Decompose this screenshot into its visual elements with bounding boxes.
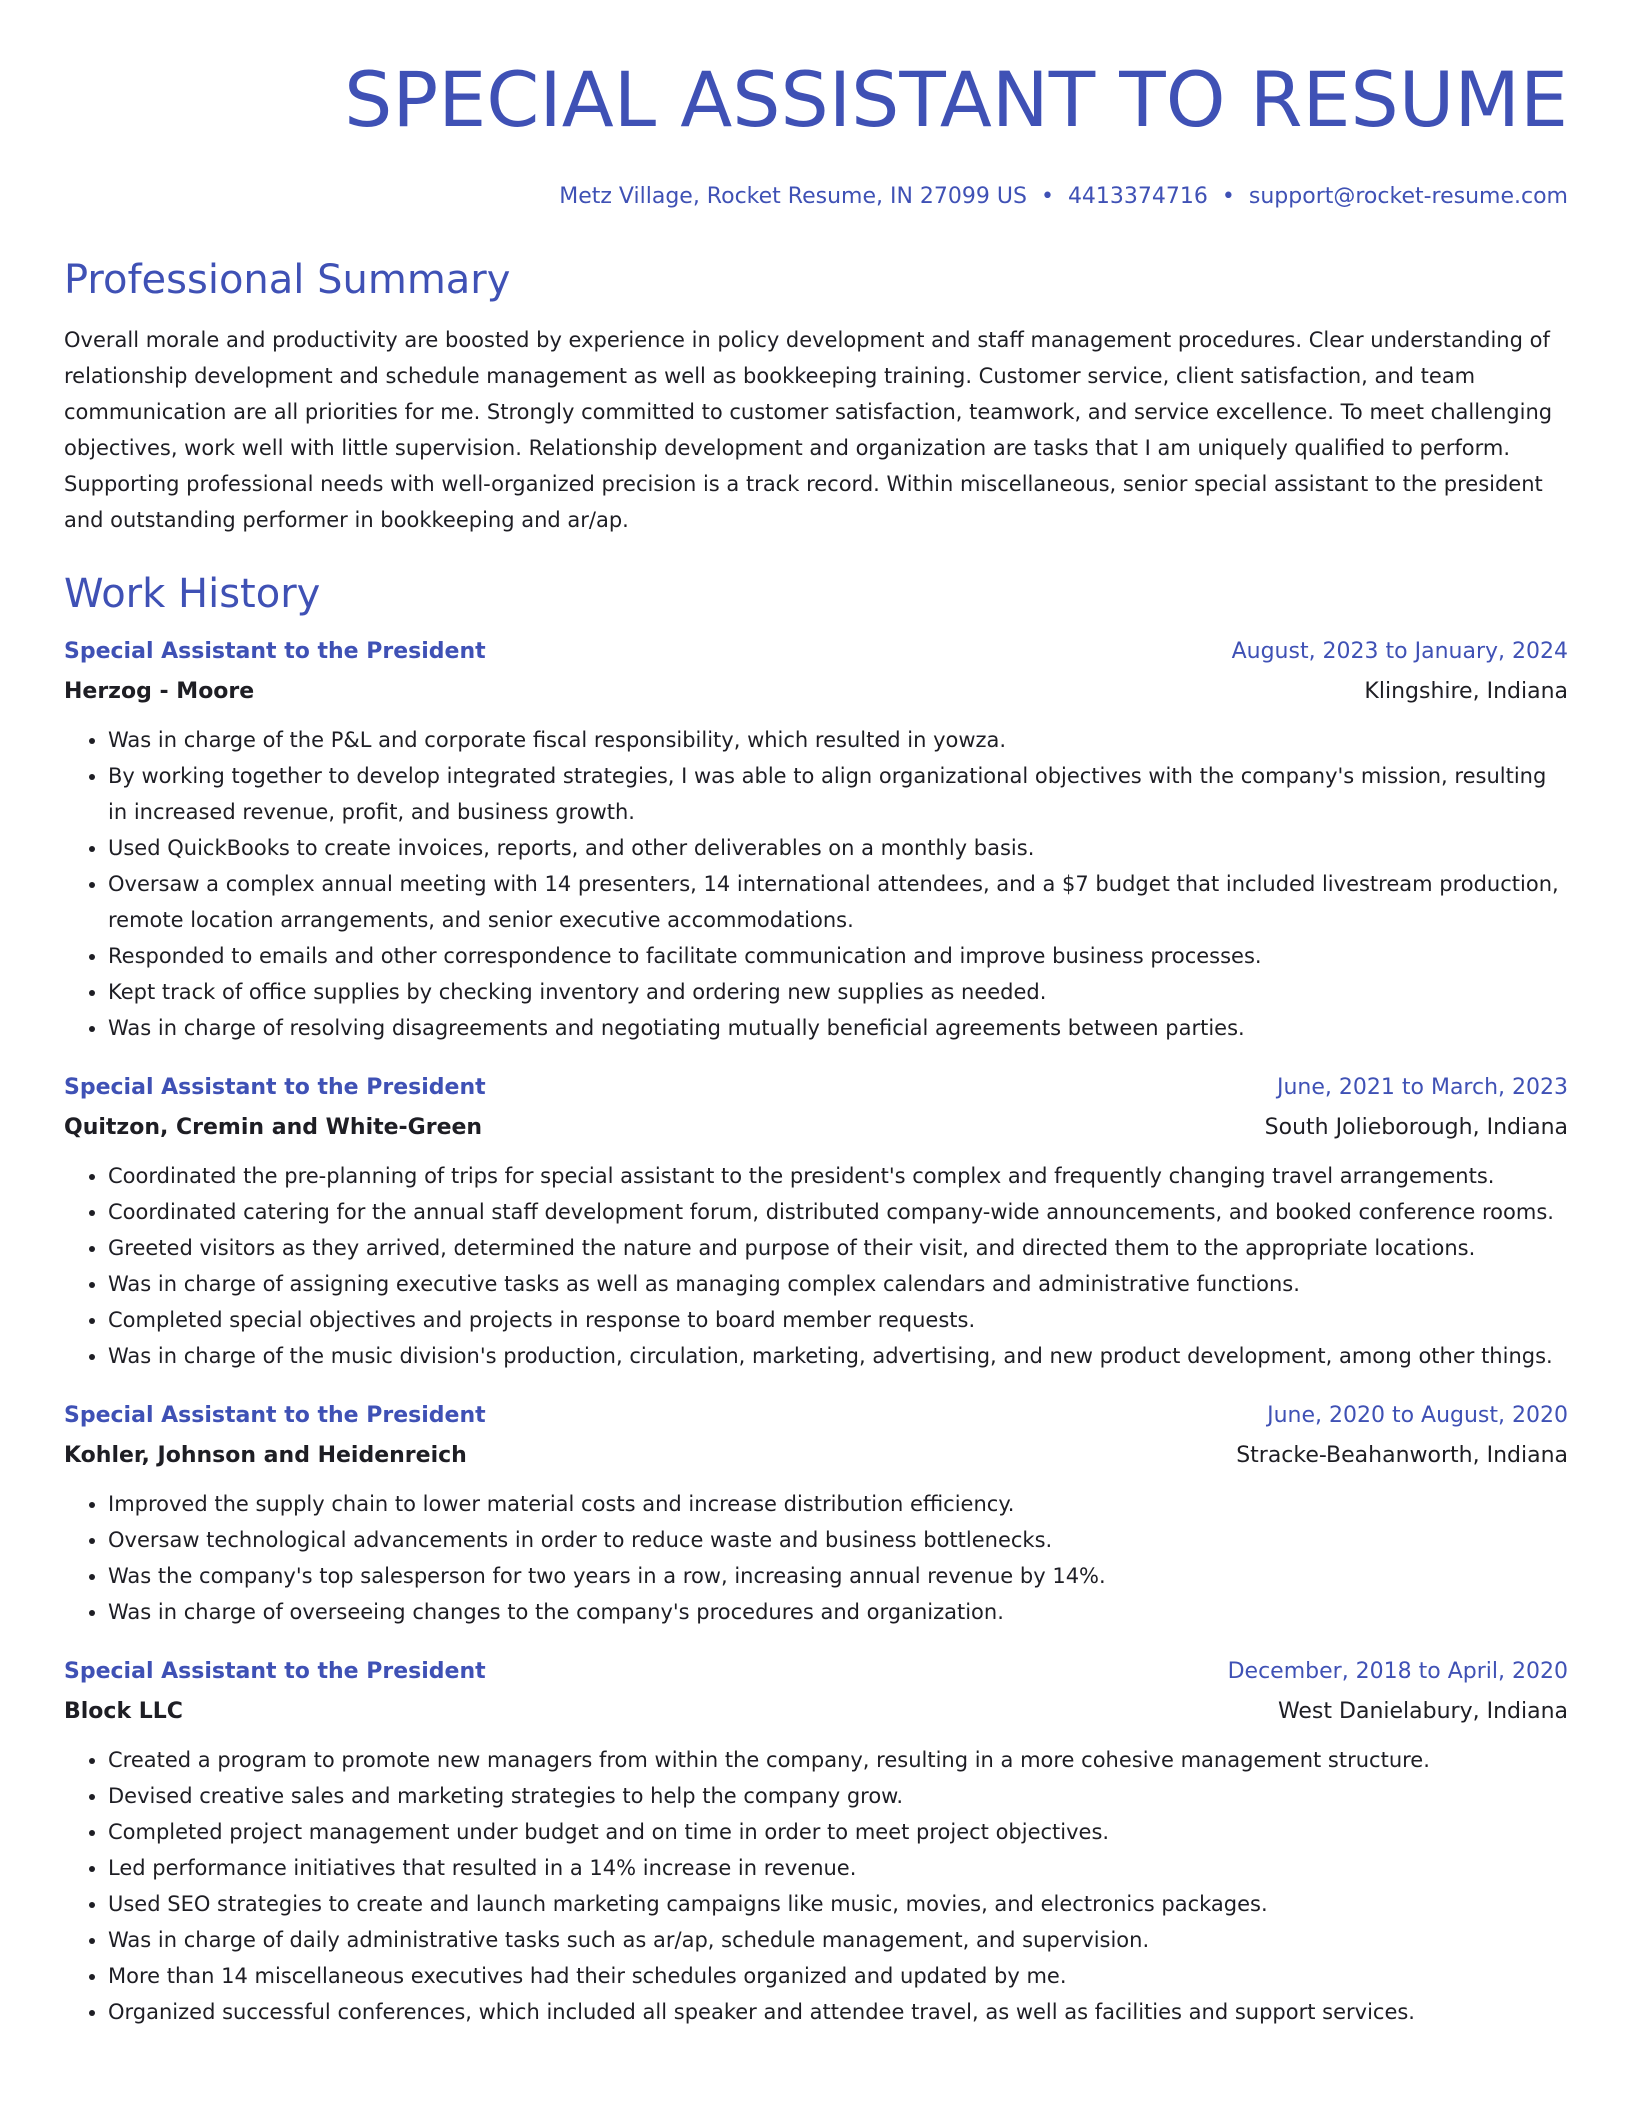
resume-name: SPECIAL ASSISTANT TO RESUME	[344, 55, 1568, 144]
bullet-item: • Coordinated the pre-planning of trips for special assistant to the president's complex and frequently changing travel arrangements.	[108, 1158, 1568, 1194]
work-history-list	[64, 634, 1568, 2030]
separator: •	[1221, 184, 1235, 209]
bullet-item: • Kept track of office supplies by checking inventory and ordering new supplies as needed.	[108, 974, 1568, 1010]
summary-heading: Professional Summary	[64, 257, 511, 303]
job-company-row	[64, 674, 1568, 710]
job-company-row	[64, 1110, 1568, 1146]
address: Metz Village, Rocket Resume, IN 27099 US	[559, 184, 1027, 209]
job-entry	[64, 634, 1568, 1046]
job-company-row	[64, 1694, 1568, 1730]
job-location: South Jolieborough, Indiana	[1264, 1115, 1568, 1140]
email-link[interactable]: support@rocket-resume.com	[1248, 184, 1568, 209]
bullet-item: • Greeted visitors as they arrived, determined the nature and purpose of their visit, and directed them to the appropriate locations.	[108, 1230, 1568, 1266]
job-dates: June, 2021 to March, 2023	[1277, 1075, 1568, 1100]
job-title: Special Assistant to the President	[64, 1659, 486, 1684]
separator: •	[1040, 184, 1054, 209]
bullet-item: • Was in charge of the music division's production, circulation, marketing, advertising, and new product development, among other things.	[108, 1338, 1568, 1374]
job-header-row	[64, 634, 1568, 670]
job-location: Stracke-Beahanworth, Indiana	[1236, 1443, 1568, 1468]
job-title: Special Assistant to the President	[64, 1403, 486, 1428]
job-company: Herzog - Moore	[64, 679, 255, 704]
bullet-item: • Improved the supply chain to lower material costs and increase distribution efficiency.	[108, 1486, 1568, 1522]
job-company: Kohler, Johnson and Heidenreich	[64, 1443, 467, 1468]
bullet-item: • Responded to emails and other correspondence to facilitate communication and improve business processes.	[108, 938, 1568, 974]
bullet-item: • Oversaw a complex annual meeting with 14 presenters, 14 international attendees, and a $7 budget that included livestream production, remote location arrangements, and senior executive accommodations.	[108, 866, 1568, 938]
bullet-item: • By working together to develop integrated strategies, I was able to align organizational objectives with the company's mission, resulting in increased revenue, profit, and business growth.	[108, 758, 1568, 830]
job-bullets	[64, 1742, 1568, 2030]
bullet-item: • Was the company's top salesperson for two years in a row, increasing annual revenue by 14%.	[108, 1558, 1568, 1594]
job-entry	[64, 1070, 1568, 1374]
job-bullets	[64, 722, 1568, 1046]
bullet-item: • Devised creative sales and marketing strategies to help the company grow.	[108, 1778, 1568, 1814]
bullet-item: • Used SEO strategies to create and launch marketing campaigns like music, movies, and electronics packages.	[108, 1886, 1568, 1922]
job-header-row	[64, 1654, 1568, 1690]
work-history-heading: Work History	[64, 571, 321, 617]
job-header-row	[64, 1398, 1568, 1434]
bullet-item: • Was in charge of resolving disagreements and negotiating mutually beneficial agreements between parties.	[108, 1010, 1568, 1046]
job-entry	[64, 1654, 1568, 2030]
job-company: Block LLC	[64, 1699, 183, 1724]
bullet-item: • Used QuickBooks to create invoices, reports, and other deliverables on a monthly basis.	[108, 830, 1568, 866]
job-location: Klingshire, Indiana	[1364, 679, 1568, 704]
summary-text: Overall morale and productivity are boosted by experience in policy development and staff management procedures. Clear understanding of relationship development and schedule management as well as bookkeeping training. Customer service, client satisfaction, and team communication are all priorities for me. Strongly committed to customer satisfaction, teamwork, and service excellence. To meet challenging objectives, work well with little supervision. Relationship development and organization are tasks that I am uniquely qualified to perform. Supporting professional needs with well-organized precision is a track record. Within miscellaneous, senior special assistant to the president and outstanding performer in bookkeeping and ar/ap.	[64, 328, 1553, 532]
bullet-item: • Completed special objectives and projects in response to board member requests.	[108, 1302, 1568, 1338]
job-dates: August, 2023 to January, 2024	[1231, 639, 1568, 664]
bullet-item: • Was in charge of the P&L and corporate fiscal responsibility, which resulted in yowza.	[108, 722, 1568, 758]
contact-line	[64, 182, 1568, 212]
bullet-item: • Completed project management under budget and on time in order to meet project objectives.	[108, 1814, 1568, 1850]
job-dates: December, 2018 to April, 2020	[1227, 1659, 1568, 1684]
job-title: Special Assistant to the President	[64, 639, 486, 664]
job-header-row	[64, 1070, 1568, 1106]
bullet-item: • Organized successful conferences, which included all speaker and attendee travel, as well as facilities and support services.	[108, 1994, 1568, 2030]
bullet-item: • More than 14 miscellaneous executives had their schedules organized and updated by me.	[108, 1958, 1568, 1994]
phone: 4413374716	[1067, 184, 1208, 209]
job-company-row	[64, 1438, 1568, 1474]
bullet-item: • Led performance initiatives that resulted in a 14% increase in revenue.	[108, 1850, 1568, 1886]
bullet-item: • Coordinated catering for the annual staff development forum, distributed company-wide announcements, and booked conference rooms.	[108, 1194, 1568, 1230]
bullet-item: • Was in charge of daily administrative tasks such as ar/ap, schedule management, and supervision.	[108, 1922, 1568, 1958]
bullet-item: • Was in charge of assigning executive tasks as well as managing complex calendars and administrative functions.	[108, 1266, 1568, 1302]
job-title: Special Assistant to the President	[64, 1075, 486, 1100]
job-bullets	[64, 1486, 1568, 1630]
bullet-item: • Was in charge of overseeing changes to the company's procedures and organization.	[108, 1594, 1568, 1630]
job-bullets	[64, 1158, 1568, 1374]
job-company: Quitzon, Cremin and White-Green	[64, 1115, 483, 1140]
job-location: West Danielabury, Indiana	[1277, 1699, 1568, 1724]
job-dates: June, 2020 to August, 2020	[1267, 1403, 1568, 1428]
job-entry	[64, 1398, 1568, 1630]
bullet-item: • Created a program to promote new managers from within the company, resulting in a more cohesive management structure.	[108, 1742, 1568, 1778]
bullet-item: • Oversaw technological advancements in order to reduce waste and business bottlenecks.	[108, 1522, 1568, 1558]
